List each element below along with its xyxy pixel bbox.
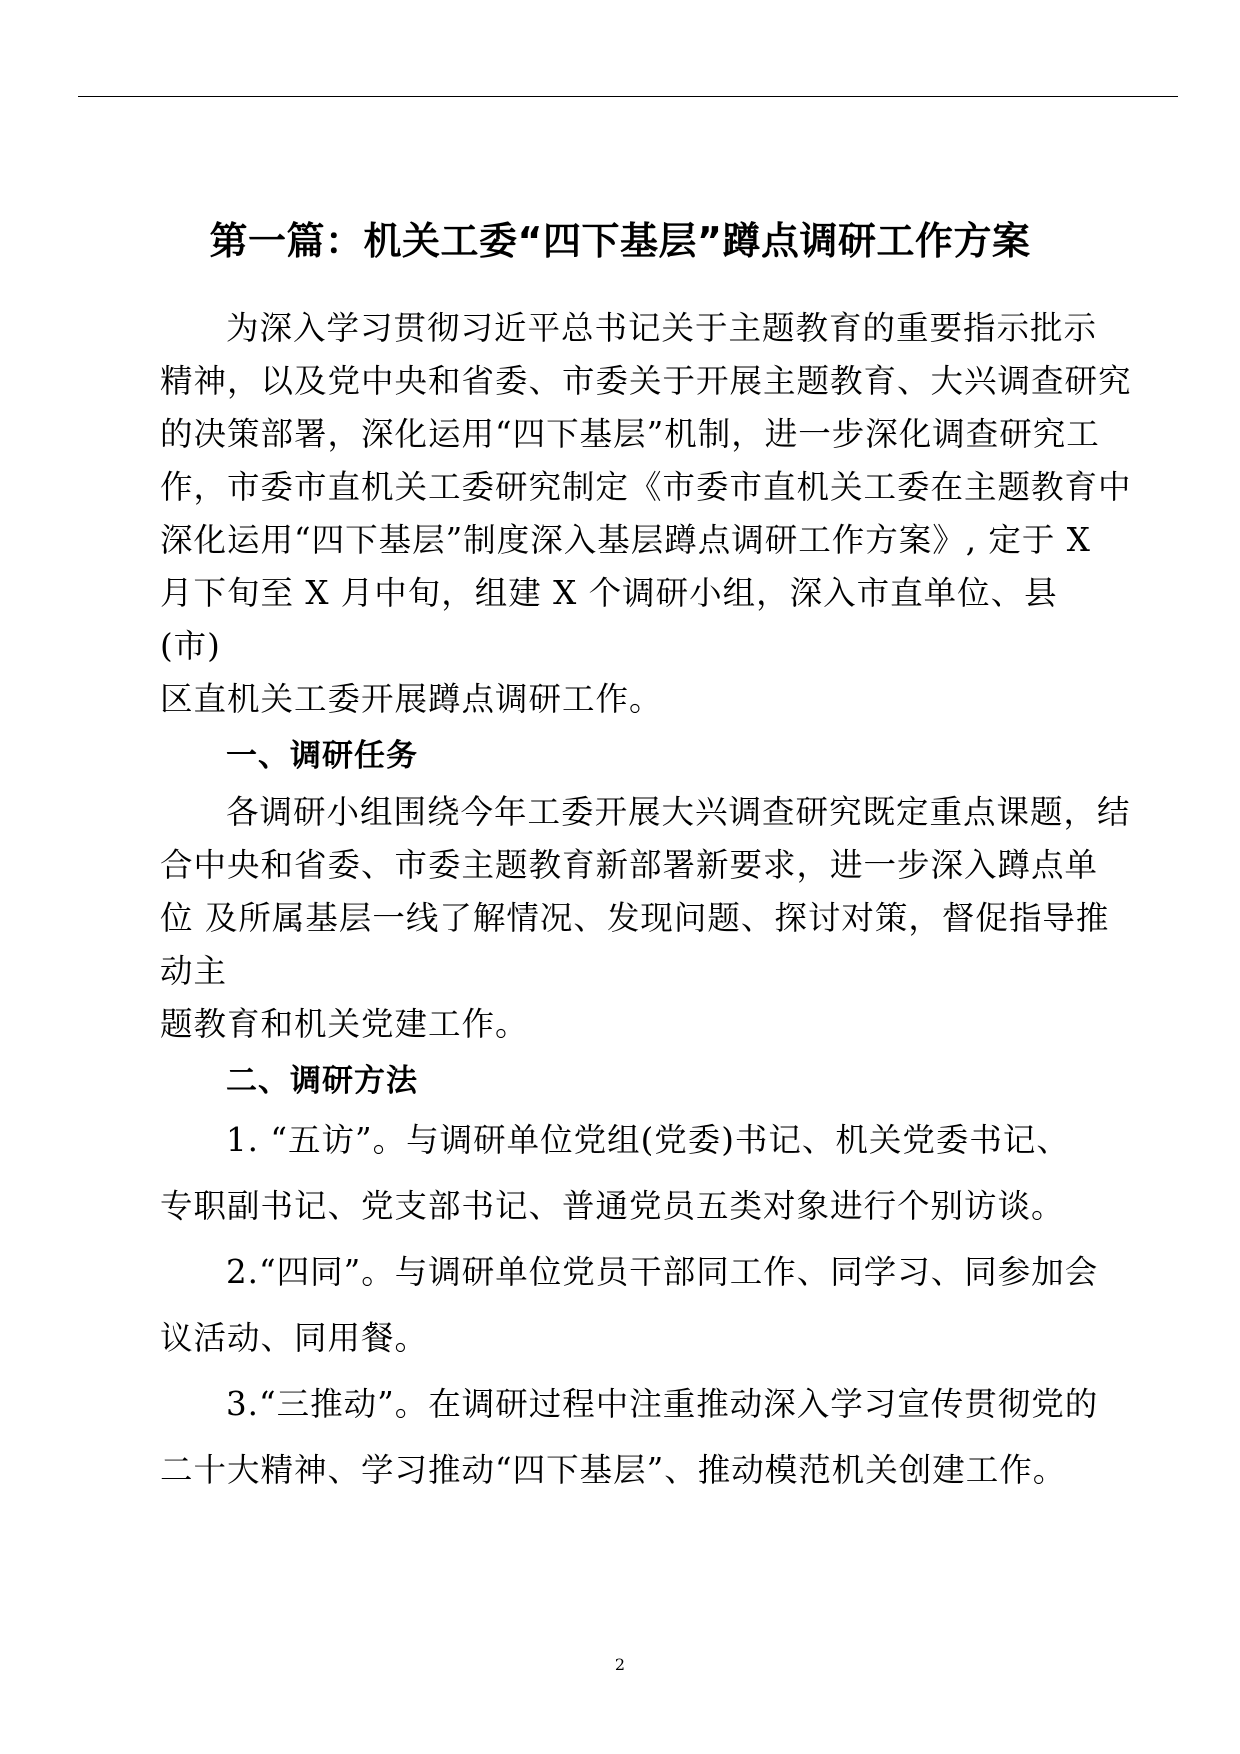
section-heading-methods: 二、调研方法 [226,1063,418,1099]
method-line: 1. “五访”。与调研单位党组(党委)书记、机关党委书记、 [226,1121,1070,1159]
intro-line: 精神，以及党中央和省委、市委关于开展主题教育、大兴调查研究 [160,362,1132,400]
tasks-line: 合中央和省委、市委主题教育新部署新要求，进一步深入蹲点单 [160,846,1099,884]
document-title: 第一篇：机关工委“四下基层”蹲点调研工作方案 [209,219,1031,263]
header-rule [78,96,1178,97]
method-line: 议活动、同用餐。 [160,1319,429,1357]
method-line: 专职副书记、党支部书记、普通党员五类对象进行个别访谈。 [160,1187,1065,1225]
section-heading-tasks: 一、调研任务 [226,738,418,774]
intro-line: 的决策部署，深化运用“四下基层”机制，进一步深化调查研究工 [160,415,1100,453]
intro-line: 月下旬至 X 月中旬，组建 X 个调研小组，深入市直单位、县 [160,574,1058,612]
method-line: 二十大精神、学习推动“四下基层”、推动模范机关创建工作。 [160,1451,1067,1489]
page-number: 2 [614,1655,626,1674]
intro-line: 作，市委市直机关工委研究制定《市委市直机关工委在主题教育中 [160,468,1132,506]
tasks-line: 题教育和机关党建工作。 [160,1005,529,1043]
method-line: 3.“三推动”。在调研过程中注重推动深入学习宣传贯彻党的 [226,1385,1099,1423]
intro-line: (市) [160,627,221,665]
method-line: 2.“四同”。与调研单位党员干部同工作、同学习、同参加会 [226,1253,1099,1291]
intro-line: 深化运用“四下基层”制度深入基层蹲点调研工作方案》, 定于 X [160,521,1091,559]
tasks-line: 位 及所属基层一线了解情况、发现问题、探讨对策，督促指导推 [160,899,1110,937]
tasks-line: 动主 [160,952,228,990]
tasks-line: 各调研小组围绕今年工委开展大兴调查研究既定重点课题，结 [226,793,1131,831]
intro-line: 区直机关工委开展蹲点调研工作。 [160,680,663,718]
intro-line: 为深入学习贯彻习近平总书记关于主题教育的重要指示批示 [226,309,1098,347]
